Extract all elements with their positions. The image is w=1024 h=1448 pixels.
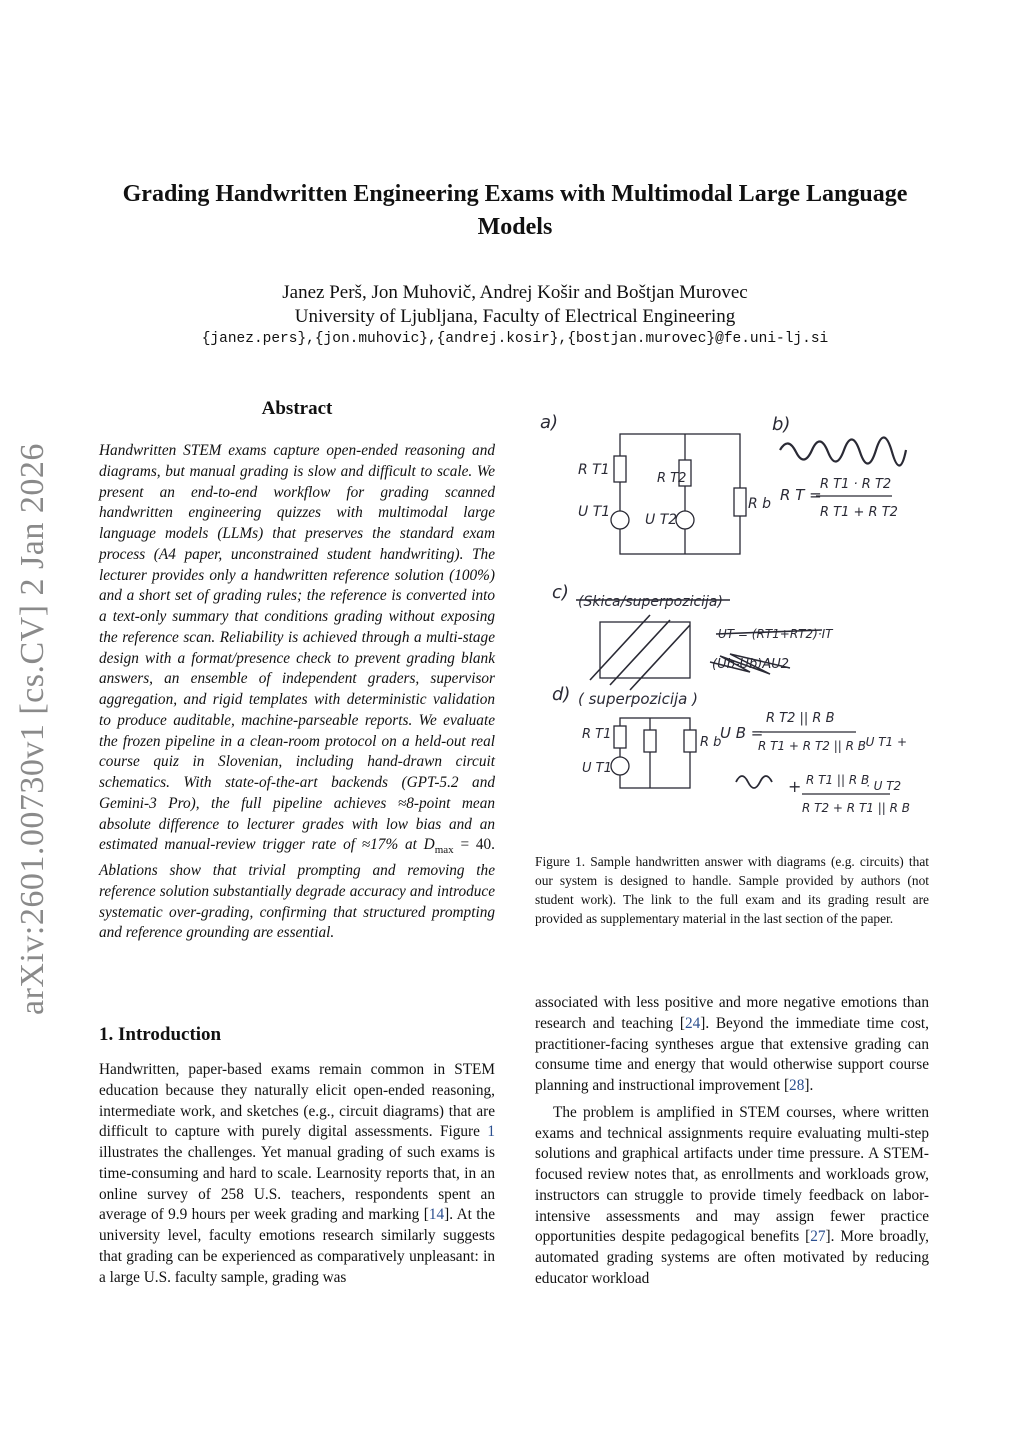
label-rt1: R T1 xyxy=(578,462,610,478)
intro-column-right xyxy=(535,993,929,1290)
circuit-a-frame xyxy=(620,434,740,554)
figure-caption: Figure 1. Sample handwritten answer with diagrams (e.g. circuits) that our system is designed to handle. Sample provided by authors (not student work). The link to the full exam and its grading result are provided as supplementary material in the last section of the paper. xyxy=(535,854,929,926)
label-b: b) xyxy=(772,414,791,435)
label-ut2: U T2 xyxy=(645,512,678,528)
label-ut1: U T1 xyxy=(578,504,611,520)
intro-right-text-1c: ]. xyxy=(804,1077,814,1094)
superpozicija-label: ( superpozicija ) xyxy=(578,690,698,708)
intro-right-text-2a: The problem is amplified in STEM courses, where written exams and technical assignments require evaluating multi-step solutions and graphical artifacts under time pressure. A STEM-focused review notes that, as enrollments and workloads grow, instructors can struggle to provide timely feedback on labor-intensive assessments and may assign fewer practice opportunities despite pedagogical benefits [ xyxy=(535,1103,929,1246)
abstract-text-2: Ablations show that trivial prompting and removing the reference solution substantially degrade accuracy and introduce systematic over-grading, confirming that structured prompting and reference grounding are essential. xyxy=(99,862,495,942)
label-rb: R b xyxy=(748,496,772,512)
c-circuit-frame xyxy=(600,622,690,678)
d-resistor-rt2 xyxy=(644,730,656,752)
resistor-rt1 xyxy=(614,456,626,482)
intro-left-text-3: ]. At the university level, faculty emotions research similarly suggests that grading can be experienced as comparatively unpleasant: in a large U.S. faculty sample, grading was xyxy=(99,1206,495,1286)
d-circuit-frame xyxy=(620,718,690,788)
intro-left-text-1: Handwritten, paper-based exams remain common in STEM education because they naturally elicit open-ended reasoning, intermediate work, and sketches (e.g., circuit diagrams) that are difficult to capture with purely digital assessments. Figure xyxy=(99,1061,495,1141)
intro-right-text-1b: ]. Beyond the immediate time cost, practitioner-facing syntheses argue that extensive grading can consume time and energy that would otherwise support course planning and instructional improvement [ xyxy=(535,1014,929,1094)
source-ut2 xyxy=(676,511,694,529)
ub-numerator: R T2 || R B xyxy=(766,711,835,726)
ub-eq: U B = xyxy=(720,724,764,742)
author-names: Janez Perš, Jon Muhovič, Andrej Košir and Boštjan Murovec xyxy=(282,282,748,303)
superposition-d xyxy=(552,684,910,815)
ub2-denominator: R T2 + R T1 || R B xyxy=(802,801,911,815)
abstract-heading: Abstract xyxy=(261,398,333,419)
plus-sign: + xyxy=(788,777,802,796)
skica-label: (Skica/superpozicija) xyxy=(578,594,723,610)
equation-b xyxy=(772,414,906,520)
rt-numerator: R T1 · R T2 xyxy=(820,477,892,492)
abstract-text-1: Handwritten STEM exams capture open-ended reasoning and diagrams, but manual grading is slow and difficult to scale. We present an end-to-end workflow for grading scanned handwritten engineering quizzes with multimodal large language models (LLMs) that preserves the standard exam process (A4 paper, unconstrained student handwriting). The lecturer provides only a handwritten reference solution (100%) and a short set of grading rules; the reference is converted into a text-only summary that conditions grading without exposing the reference scan. Reliability is achieved through a multi-stage design with a format/presence check to prevent grading blank answers, an ensemble of independent graders, supervisor aggregation, and rigid templates with deterministic validation to produce auditable, machine-parseable reports. We evaluate the frozen pipeline in a clean-room protocol on a held-out real course quiz in Slovenian, including hand-drawn circuit schematics. With state-of-the-art backends (GPT-5.2 and Gemini-3 Pro), the full pipeline achieves ≈8-point mean absolute difference to lecturer grades with low bias and an estimated manual-review trigger rate of ≈17% at xyxy=(99,442,495,854)
citation-27[interactable]: 27 xyxy=(810,1228,826,1246)
abstract-body xyxy=(99,441,495,944)
author-emails: {janez.pers},{jon.muhovic},{andrej.kosir},{bostjan.murovec}@fe.uni-lj.si xyxy=(201,331,829,347)
intro-column-left xyxy=(99,1060,495,1288)
c-crossout xyxy=(590,615,690,690)
affiliation: University of Ljubljana, Faculty of Electrical Engineering xyxy=(294,306,736,327)
dmax-symbol: D xyxy=(423,836,435,854)
intro-left-text-2: illustrates the challenges. Yet manual grading of such exams is time-consuming and hard to scale. Learnosity reports that, in an online survey of 258 U.S. teachers, respondents spent an average of 9.9 hours per week grading and marking [ xyxy=(99,1144,495,1224)
intro-right-paragraph-2 xyxy=(535,1103,929,1290)
arxiv-sidebar-stamp: arXiv:2601.00730v1 [cs.CV] 2 Jan 2026 xyxy=(14,443,51,1015)
intro-right-text-2b: ]. More broadly, automated grading systems are often motivated by reducing educator workload xyxy=(535,1228,929,1287)
paper-title: Grading Handwritten Engineering Exams with Multimodal Large Language Models xyxy=(122,181,908,240)
d-resistor-rt1 xyxy=(614,726,626,748)
label-a: a) xyxy=(540,412,559,433)
circuit-a xyxy=(540,412,771,554)
citation-28[interactable]: 28 xyxy=(789,1077,805,1094)
label-d: d) xyxy=(552,684,571,705)
resistor-rb xyxy=(734,488,746,516)
author-block xyxy=(90,281,940,329)
dmax-value: = 40. xyxy=(460,836,495,854)
d-resistor-rb xyxy=(684,730,696,752)
d-scribble xyxy=(736,776,772,788)
c-eq2: (Ub-Ub)AU2 xyxy=(712,657,790,672)
ub-tail: · U T1 + xyxy=(858,735,908,749)
intro-right-text-1a: associated with less positive and more negative emotions than research and teaching [ xyxy=(535,994,929,1032)
intro-right-paragraph-1 xyxy=(535,993,929,1097)
rt-eq: R T = xyxy=(780,486,822,504)
dmax-subscript: max xyxy=(434,844,454,857)
label-rt2: R T2 xyxy=(657,471,687,486)
ub2-tail: · U T2 xyxy=(866,779,902,793)
section-heading-introduction: 1. Introduction xyxy=(99,1024,222,1045)
handwritten-figure xyxy=(530,400,930,835)
c-eq1: UT = (RT1+RT2)·IT xyxy=(718,627,833,641)
citation-24[interactable]: 24 xyxy=(684,1014,701,1032)
d-label-rt1: R T1 xyxy=(582,727,612,742)
source-ut1 xyxy=(611,511,629,529)
d-label-ut1: U T1 xyxy=(582,761,612,776)
scribble-b xyxy=(780,437,906,465)
ub-denominator: R T1 + R T2 || R B xyxy=(758,739,867,753)
rt-denominator: R T1 + R T2 xyxy=(820,505,898,520)
d-label-rb: R b xyxy=(700,735,722,750)
sketch-c xyxy=(552,582,834,690)
ub2-numerator: R T1 || R B xyxy=(806,773,870,787)
dmax-formula xyxy=(423,836,454,857)
d-source-ut1 xyxy=(611,757,629,775)
citation-14[interactable]: 14 xyxy=(428,1206,445,1224)
label-c: c) xyxy=(552,582,569,603)
figure-reference-link[interactable]: 1 xyxy=(487,1123,495,1141)
